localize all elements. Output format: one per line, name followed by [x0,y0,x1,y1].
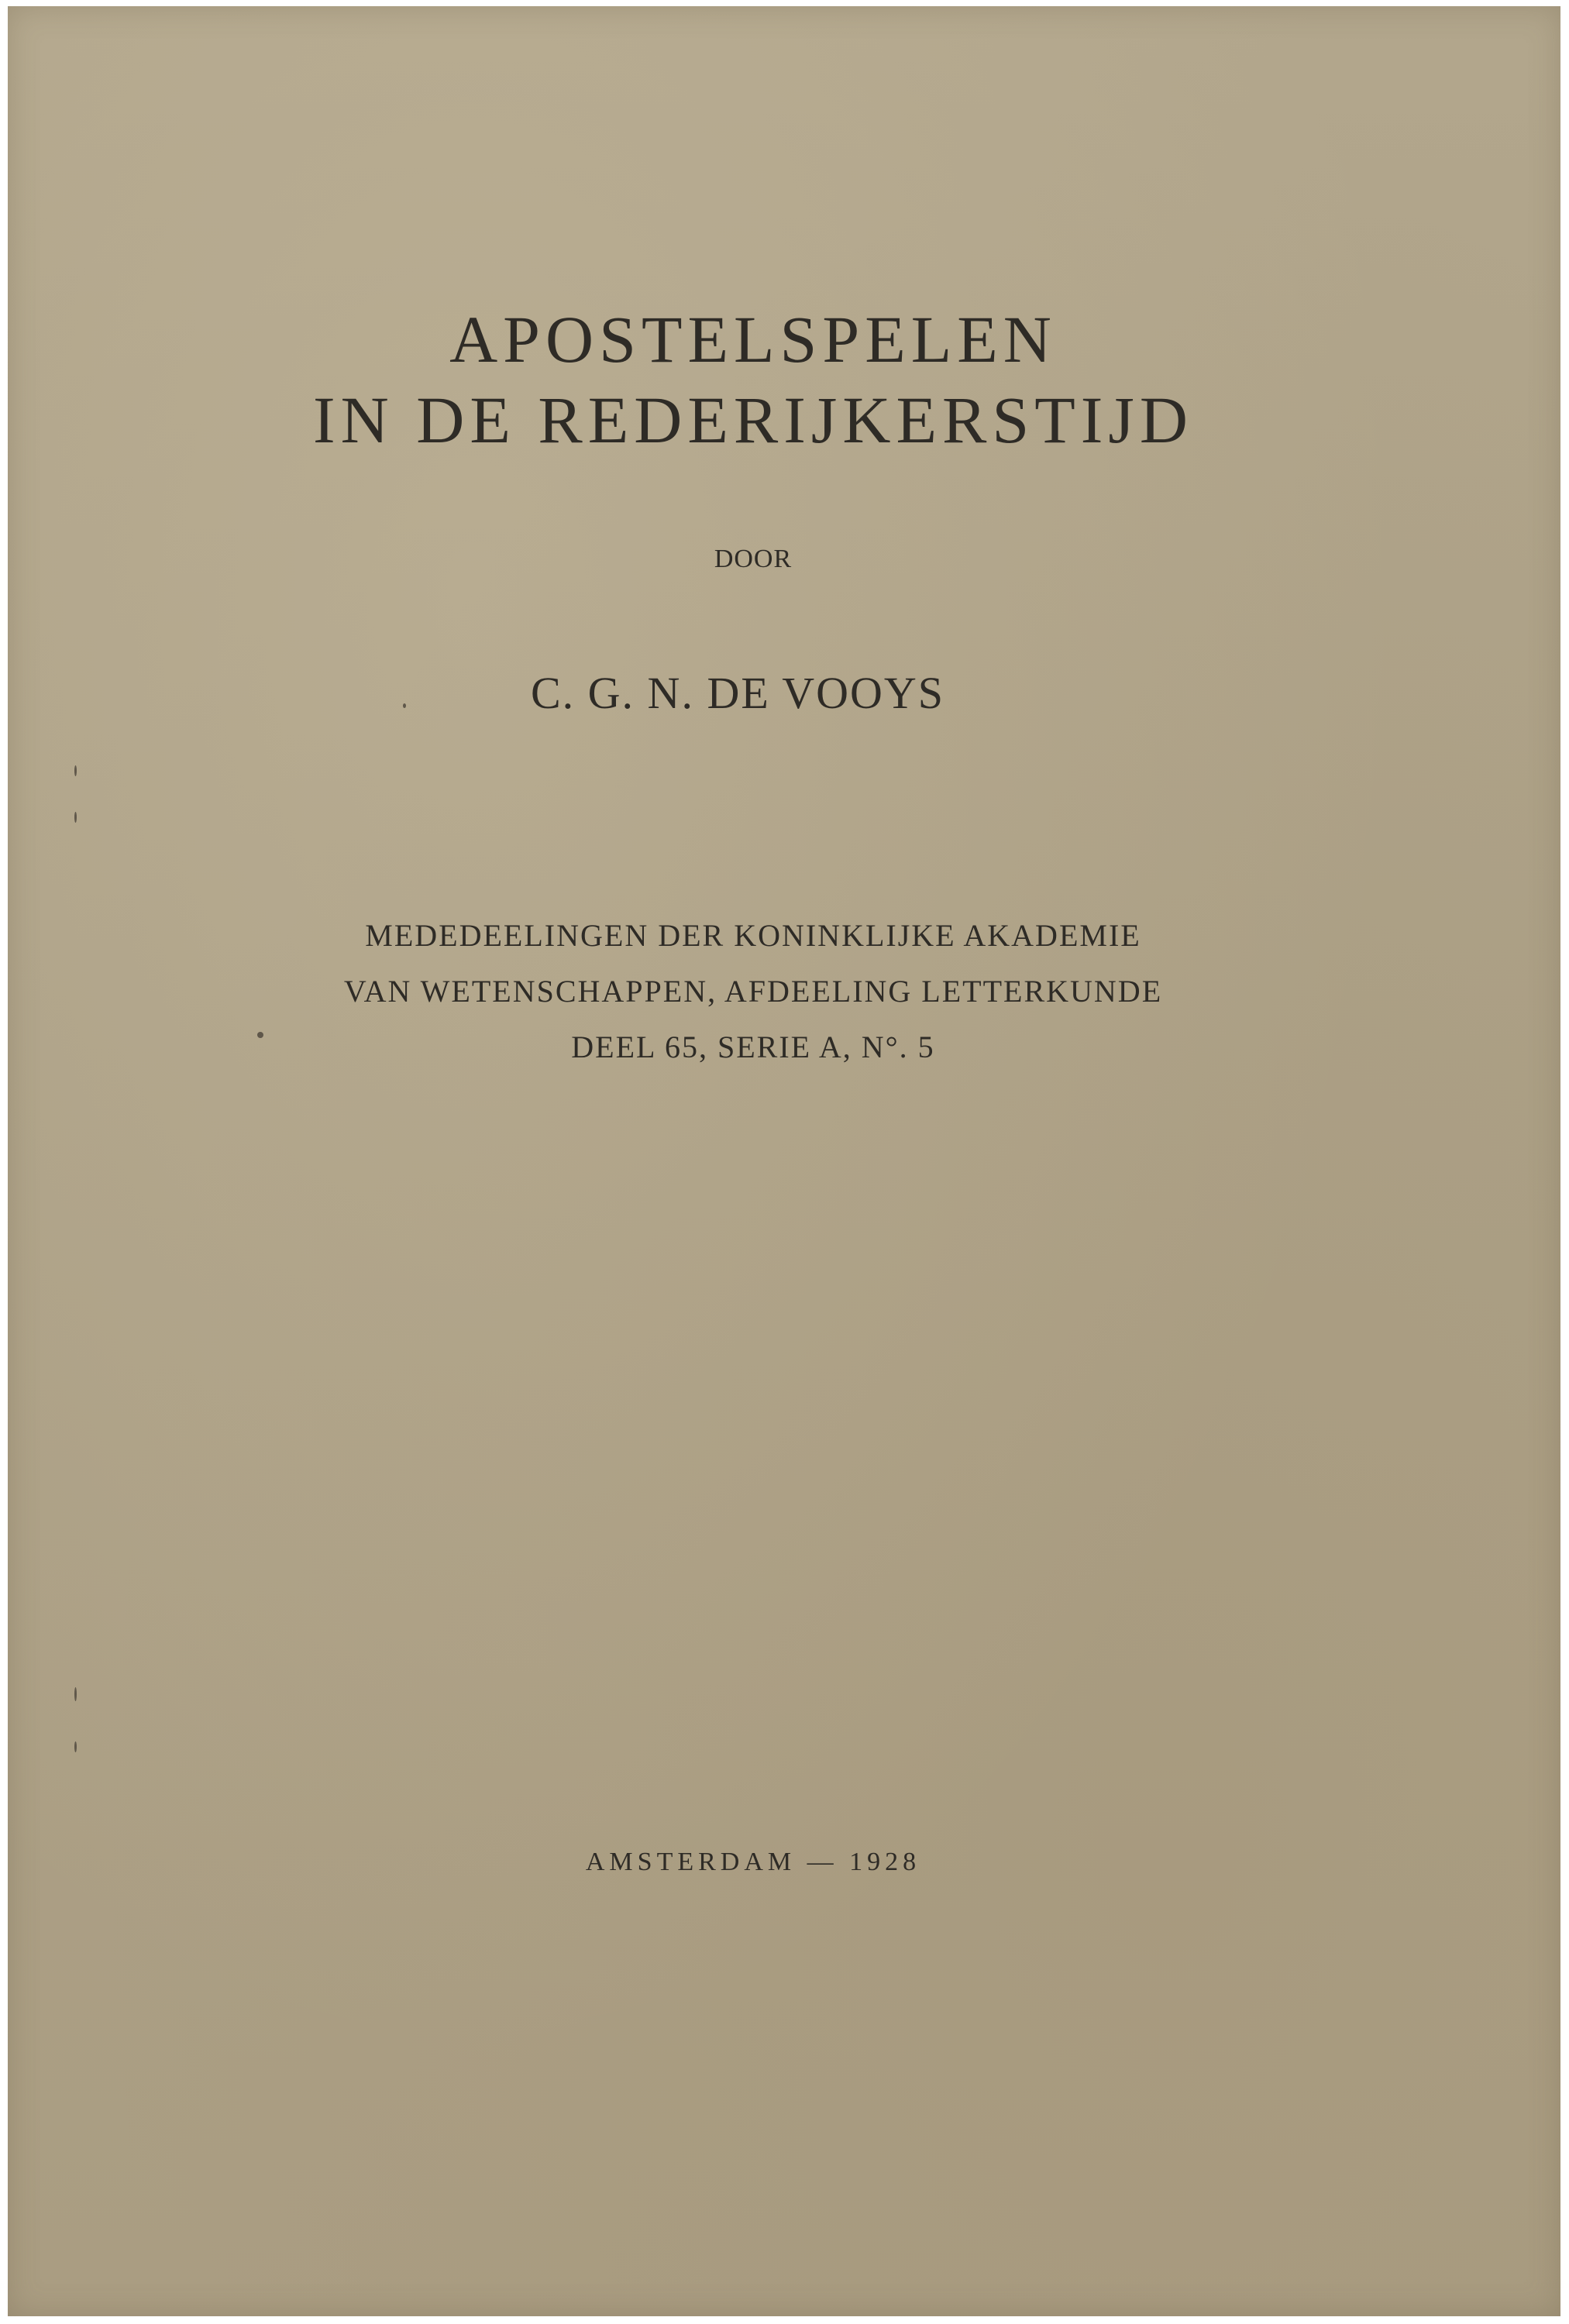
series-line-1: MEDEDEELINGEN DER KONINKLIJKE AKADEMIE [365,918,1141,953]
title-line-2: IN DE REDERIJKERSTIJD [313,383,1193,457]
author-name: C. G. N. DE VOOYS [530,668,945,718]
series-line-3: DEEL 65, SERIE A, N°. 5 [571,1030,935,1064]
by-label: DOOR [714,545,793,573]
paper-speck [74,765,77,776]
paper-speck [74,1741,77,1752]
place-and-year: AMSTERDAM — 1928 [585,1848,921,1876]
title-line-1: APOSTELSPELEN [449,302,1057,376]
book-cover [8,6,1560,2316]
paper-speck [74,1687,77,1701]
paper-speck [257,1032,263,1038]
paper-speck [403,703,406,708]
paper-speck [74,812,77,823]
series-line-2: VAN WETENSCHAPPEN, AFDEELING LETTERKUNDE [343,974,1163,1009]
